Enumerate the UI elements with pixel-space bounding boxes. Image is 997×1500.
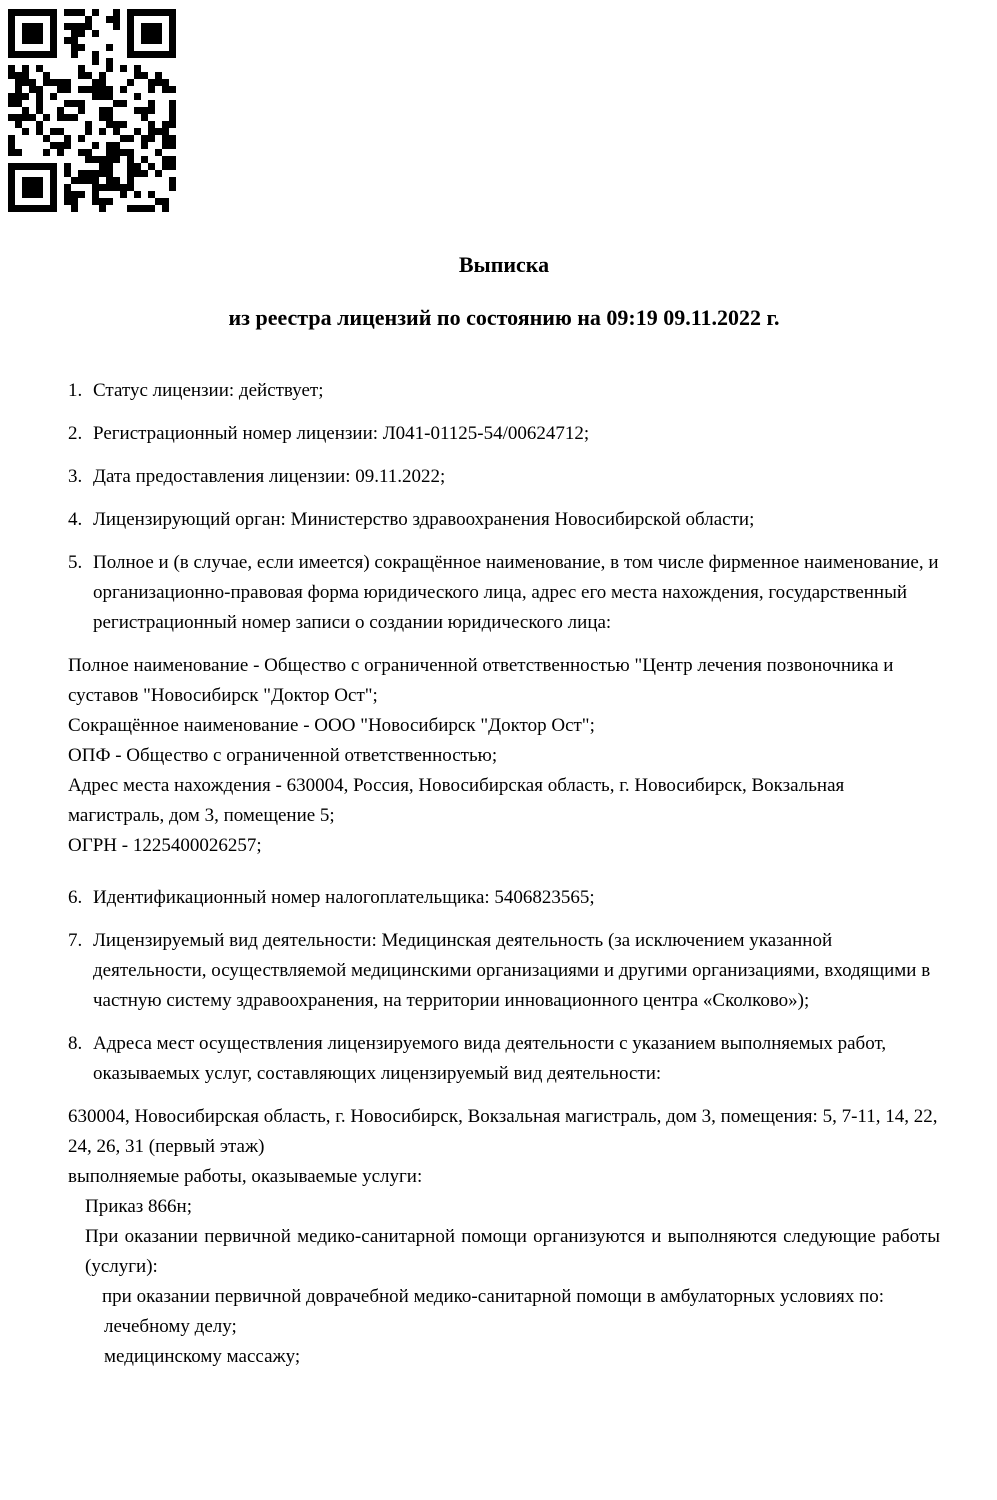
item-text: Дата предоставления лицензии: 09.11.2022; <box>93 466 446 487</box>
organization-details <box>68 651 940 861</box>
item-licensed-activity <box>68 926 940 1016</box>
item-number: 1. <box>68 380 83 401</box>
order-reference: Приказ 866н; <box>85 1196 192 1217</box>
activity-address: 630004, Новосибирская область, г. Новосибирск, Вокзальная магистраль, дом 3, помещения: 5, 7-11, 14, 22, 24, 26, 31 (первый этаж) <box>68 1106 938 1157</box>
item-registration-number <box>68 419 940 449</box>
item-activity-addresses-heading <box>68 1029 940 1089</box>
org-short-name: Сокращённое наименование - ООО "Новосибирск "Доктор Ост"; <box>68 715 595 736</box>
item-text: Адреса мест осуществления лицензируемого вида деятельности с указанием выполняемых работ, оказываемых услуг, составляющих лицензируемый вид деятельности: <box>93 1033 887 1084</box>
item-text: Полное и (в случае, если имеется) сокращённое наименование, в том числе фирменное наименование, и организационно-правовая форма юридического лица, адрес его места нахождения, государственный регистрационный номер записи о создании юридического лица: <box>93 552 939 633</box>
item-grant-date <box>68 462 940 492</box>
works-services-label: выполняемые работы, оказываемые услуги: <box>68 1166 423 1187</box>
item-licensing-authority <box>68 505 940 535</box>
item-number: 6. <box>68 887 83 908</box>
item-text: Лицензирующий орган: Министерство здравоохранения Новосибирской области; <box>93 509 755 530</box>
item-taxpayer-number <box>68 883 940 913</box>
service-medical-massage: медицинскому массажу; <box>104 1346 301 1367</box>
document-body <box>68 376 940 1372</box>
item-number: 2. <box>68 423 83 444</box>
service-general-medicine: лечебному делу; <box>104 1316 237 1337</box>
activity-address-block <box>68 1102 940 1372</box>
org-full-name: Полное наименование - Общество с ограниченной ответственностью "Центр лечения позвоночника и суставов "Новосибирск "Доктор Ост"; <box>68 655 894 706</box>
primary-care-paragraph: При оказании первичной медико-санитарной помощи организуются и выполняются следующие работы (услуги): <box>85 1226 940 1277</box>
item-number: 3. <box>68 466 83 487</box>
item-license-status <box>68 376 940 406</box>
org-address: Адрес места нахождения - 630004, Россия, Новосибирская область, г. Новосибирск, Вокзальная магистраль, дом 3, помещение 5; <box>68 775 845 826</box>
qr-code <box>8 9 176 212</box>
item-number: 4. <box>68 509 83 530</box>
pre-medical-care-paragraph: при оказании первичной доврачебной медико-санитарной помощи в амбулаторных условиях по: <box>102 1286 885 1307</box>
item-number: 8. <box>68 1033 83 1054</box>
org-legal-form: ОПФ - Общество с ограниченной ответственностью; <box>68 745 498 766</box>
item-number: 5. <box>68 552 83 573</box>
item-number: 7. <box>68 930 83 951</box>
item-text: Статус лицензии: действует; <box>93 380 324 401</box>
document-subtitle: из реестра лицензий по состоянию на 09:19 09.11.2022 г. <box>228 305 780 330</box>
org-ogrn: ОГРН - 1225400026257; <box>68 835 262 856</box>
item-text: Регистрационный номер лицензии: Л041-01125-54/00624712; <box>93 423 590 444</box>
item-organization-names-heading <box>68 548 940 638</box>
item-text: Лицензируемый вид деятельности: Медицинская деятельность (за исключением указанной деятельности, осуществляемой медицинскими организациями и другими организациями, входящими в частную систему здравоохранения, на территории инновационного центра «Сколково»); <box>93 930 931 1011</box>
item-text: Идентификационный номер налогоплательщика: 5406823565; <box>93 887 595 908</box>
document-title: Выписка <box>458 252 550 277</box>
